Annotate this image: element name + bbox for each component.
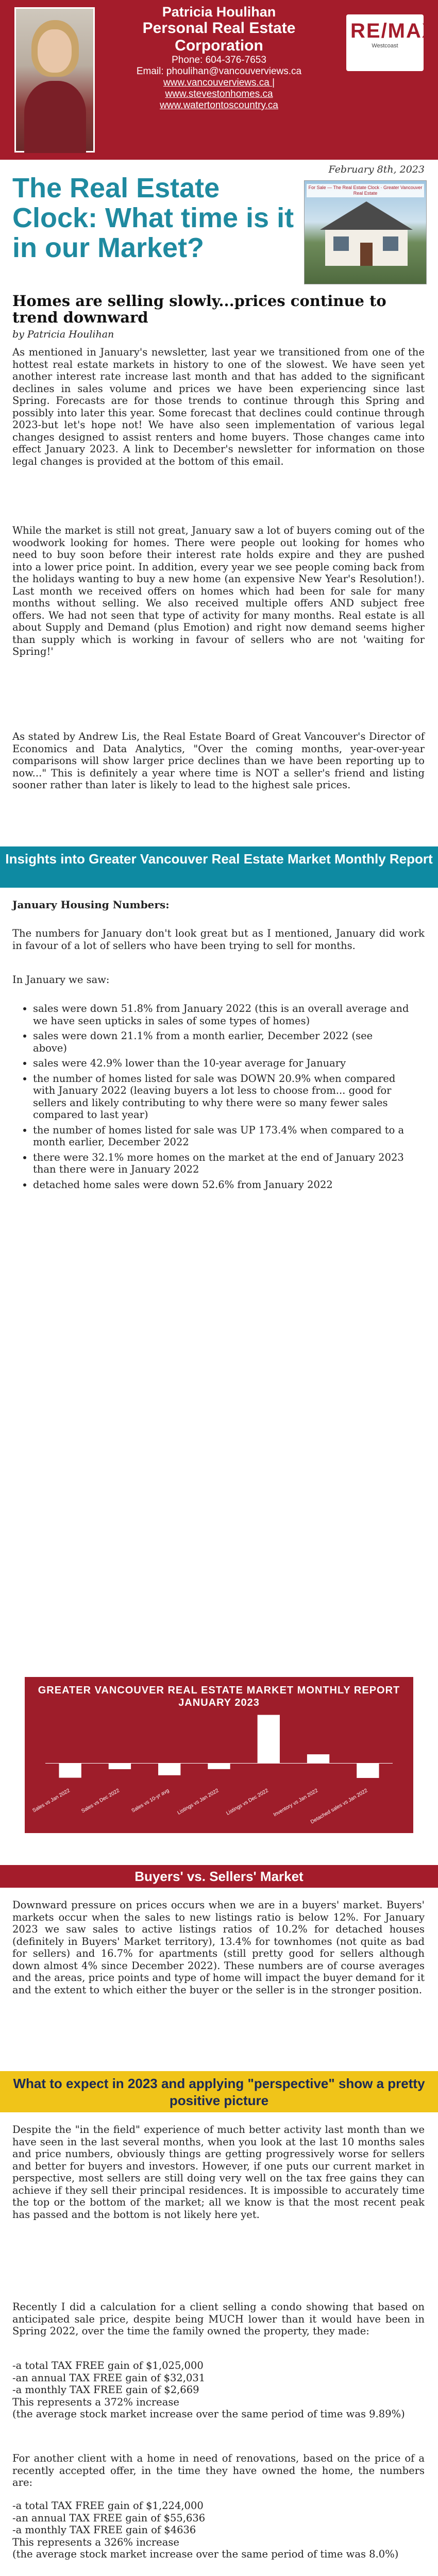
stat-bullet: • detached home sales were down 52.6% from January 2022	[33, 1179, 409, 1191]
gain-line: -a monthly TAX FREE gain of $2,669	[12, 2384, 199, 2396]
housing-numbers-intro: The numbers for January don't look great but as I mentioned, January did work in favour of a lot of sellers who have been trying to sell for months.	[12, 927, 425, 952]
gain-line: (the average stock market increase over the same period of time was 8.0%)	[12, 2548, 399, 2560]
stat-bullet: • sales were down 51.8% from January 2022 (this is an overall average and we have seen upticks in sales of some types of homes)	[33, 1003, 409, 1027]
house-photo	[304, 180, 427, 284]
client-2-gains	[12, 2500, 425, 2561]
gain-line: -a total TAX FREE gain of $1,224,000	[12, 2500, 204, 2512]
chart-bar	[357, 1764, 379, 1778]
expect-banner: What to expect in 2023 and applying "perspective" show a pretty positive picture	[0, 2071, 438, 2112]
chart-bar	[158, 1764, 180, 1775]
intro-paragraph-3: As stated by Andrew Lis, the Real Estate Board of Great Vancouver's Director of Economics and Data Analytics, "Over the coming months, year-over-year comparisons will show larger price declines than we have been reporting up to now..." This is definitely a year where time is NOT a seller's friend and listing sooner rather than later is likely to lead to the highest sale prices.	[12, 731, 425, 791]
chart-category-label: Listings vs Dec 2022	[225, 1788, 269, 1817]
chart-bar	[109, 1764, 131, 1769]
newsletter-title: The Real Estate Clock: What time is it in our Market?	[12, 173, 294, 263]
chart-plot	[25, 1677, 413, 1833]
gain-line: -a total TAX FREE gain of $1,025,000	[12, 2360, 204, 2371]
byline: by Patricia Houlihan	[12, 329, 114, 340]
chart-bar	[208, 1764, 230, 1769]
chart-category-label: Detached sales vs Jan 2022	[310, 1788, 369, 1825]
house-sign-text: For Sale — The Real Estate Clock · Greater Vancouver Real Estate	[307, 184, 424, 197]
agent-corp: Personal Real Estate Corporation	[142, 20, 296, 54]
gain-line: -a monthly TAX FREE gain of $4636	[12, 2524, 196, 2536]
chart-title: GREATER VANCOUVER REAL ESTATE MARKET MONTHLY REPORT JANUARY 2023	[38, 1685, 400, 1708]
stat-bullet: • there were 32.1% more homes on the market at the end of January 2023 than there were in January 2022	[33, 1151, 409, 1176]
chart-category-label: Sales vs Dec 2022	[80, 1788, 121, 1815]
housing-numbers-lead: In January we saw:	[12, 974, 110, 986]
chart-category-label: Listings vs Jan 2022	[176, 1788, 220, 1816]
expect-paragraph-1: Despite the "in the field" experience of much better activity last month than we have seen in the last several months, when you look at the last 10 months sales and price numbers, obviously things are getting progressively worse for sellers and better for buyers and investors. However, if one puts our current market in perspective, most sellers are still doing very well on the tax free gains they can achieve if they sell their principal residences. It is impossible to accurately time the top or the bottom of the market; all we know is that the most recent peak has passed and the bottom is not likely here yet.	[12, 2124, 425, 2221]
chart-bar	[59, 1764, 81, 1778]
intro-paragraph-1: As mentioned in January's newsletter, last year we transitioned from one of the hottest real estate markets in history to one of the slowest. We have seen yet another interest rate increase last month and that has added to the significant declines in sales volume and prices we have been experiencing since last Spring. Forecasts are for those trends to continue through this Spring and possibly into later this year. Some forecast that declines could continue through 2023-but let's hope not! We have also seen implementation of various legal changes designed to assist renters and home buyers. Those changes came into effect January 2023. A link to December's newsletter for information on those legal changes is provided at the bottom of this email.	[12, 346, 425, 467]
gain-line: -an annual TAX FREE gain of $55,636	[12, 2512, 206, 2524]
issue-date: February 8th, 2023	[328, 164, 425, 175]
monthly-report-chart	[25, 1677, 413, 1833]
chart-bar	[307, 1754, 329, 1763]
insights-banner: Insights into Greater Vancouver Real Estate Market Monthly Report	[0, 846, 438, 888]
logo-mark: RE/MAX	[350, 20, 437, 42]
logo-subtitle: Westcoast	[372, 43, 398, 49]
agent-email[interactable]: Email: phoulihan@vancouverviews.ca	[136, 66, 302, 77]
stat-bullet: • sales were 42.9% lower than the 10-year average for January	[33, 1057, 409, 1070]
expect-paragraph-3: For another client with a home in need of renovations, based on the price of a recently accepted offer, in the time they have owned the home, the numbers are:	[12, 2452, 425, 2488]
expect-paragraph-2: Recently I did a calculation for a client selling a condo showing that based on anticipated sale price, despite being MUCH lower than it would have been in Spring 2022, over the time the family owned the property, they made:	[12, 2301, 425, 2337]
client-1-gains	[12, 2360, 425, 2420]
header-banner	[0, 0, 438, 160]
article-subheading: Homes are selling slowly...prices continue to trend downward	[12, 292, 386, 326]
january-stats-list	[12, 1003, 409, 1194]
website-links[interactable]: www.vancouverviews.ca | www.stevestonhomes.ca	[163, 77, 275, 99]
gain-line: (the average stock market increase over the same period of time was 9.89%)	[12, 2408, 405, 2420]
housing-numbers-heading: January Housing Numbers:	[12, 899, 170, 911]
agent-phone[interactable]: Phone: 604-376-7653	[172, 55, 266, 65]
buyers-sellers-banner: Buyers' vs. Sellers' Market	[0, 1865, 438, 1888]
agent-name: Patricia Houlihan	[162, 4, 276, 20]
stat-bullet: • the number of homes listed for sale was UP 173.4% when compared to a month earlier, December 2022	[33, 1124, 409, 1148]
stat-bullet: • sales were down 21.1% from a month earlier, December 2022 (see above)	[33, 1030, 409, 1054]
stat-bullet: • the number of homes listed for sale was DOWN 20.9% when compared with January 2022 (leaving buyers a lot less to choose from... good for sellers and likely contributing to why there were so many fewer sales compared to last year)	[33, 1073, 409, 1121]
chart-category-label: Inventory vs Jan 2022	[272, 1788, 319, 1818]
buyers-sellers-paragraph: Downward pressure on prices occurs when we are in a buyers' market. Buyers' markets occur when the sales to new listings ratio is below 12%. For January 2023 we saw sales to active listings ratios of 10.2% for detached houses (definitely in Buyers' Market territory), 13.4% for townhomes (not quite as bad for sellers) and 16.7% for apartments (still pretty good for sellers although down almost 4% since December 2022). These numbers are of course averages and the areas, price points and type of home will impact the buyer demand for it and the extent to which either the buyer or the seller is in the stronger position.	[12, 1899, 425, 1996]
chart-bar	[258, 1715, 280, 1764]
chart-category-label: Sales vs 10-yr avg	[130, 1788, 171, 1814]
gain-line: -an annual TAX FREE gain of $32,031	[12, 2371, 206, 2384]
intro-paragraph-2: While the market is still not great, January saw a lot of buyers coming out of the woodwork looking for homes. There were people out looking for homes who need to buy soon before their interest rate holds expire and they are pushed into a lower price point. In addition, every year we see people coming back from the holidays wanting to buy a new home (an expensive New Year's Resolution!). Last month we received offers on homes which had been for sale for many months without selling. We also received multiple offers AND subject free offers. We had not seen that type of activity for many months. Real estate is all about Supply and Demand (plus Emotion) and right now demand seems higher than supply which is working in favour of sellers who are not 'waiting for Spring!'	[12, 524, 425, 657]
website-link-2[interactable]: www.watertontoscountry.ca	[160, 100, 278, 111]
chart-category-label: Sales vs Jan 2022	[31, 1788, 71, 1814]
contact-block	[108, 4, 330, 111]
brokerage-logo	[346, 14, 437, 71]
gain-line: This represents a 326% increase	[12, 2536, 179, 2548]
agent-photo	[14, 7, 95, 152]
gain-line: This represents a 372% increase	[12, 2396, 179, 2408]
